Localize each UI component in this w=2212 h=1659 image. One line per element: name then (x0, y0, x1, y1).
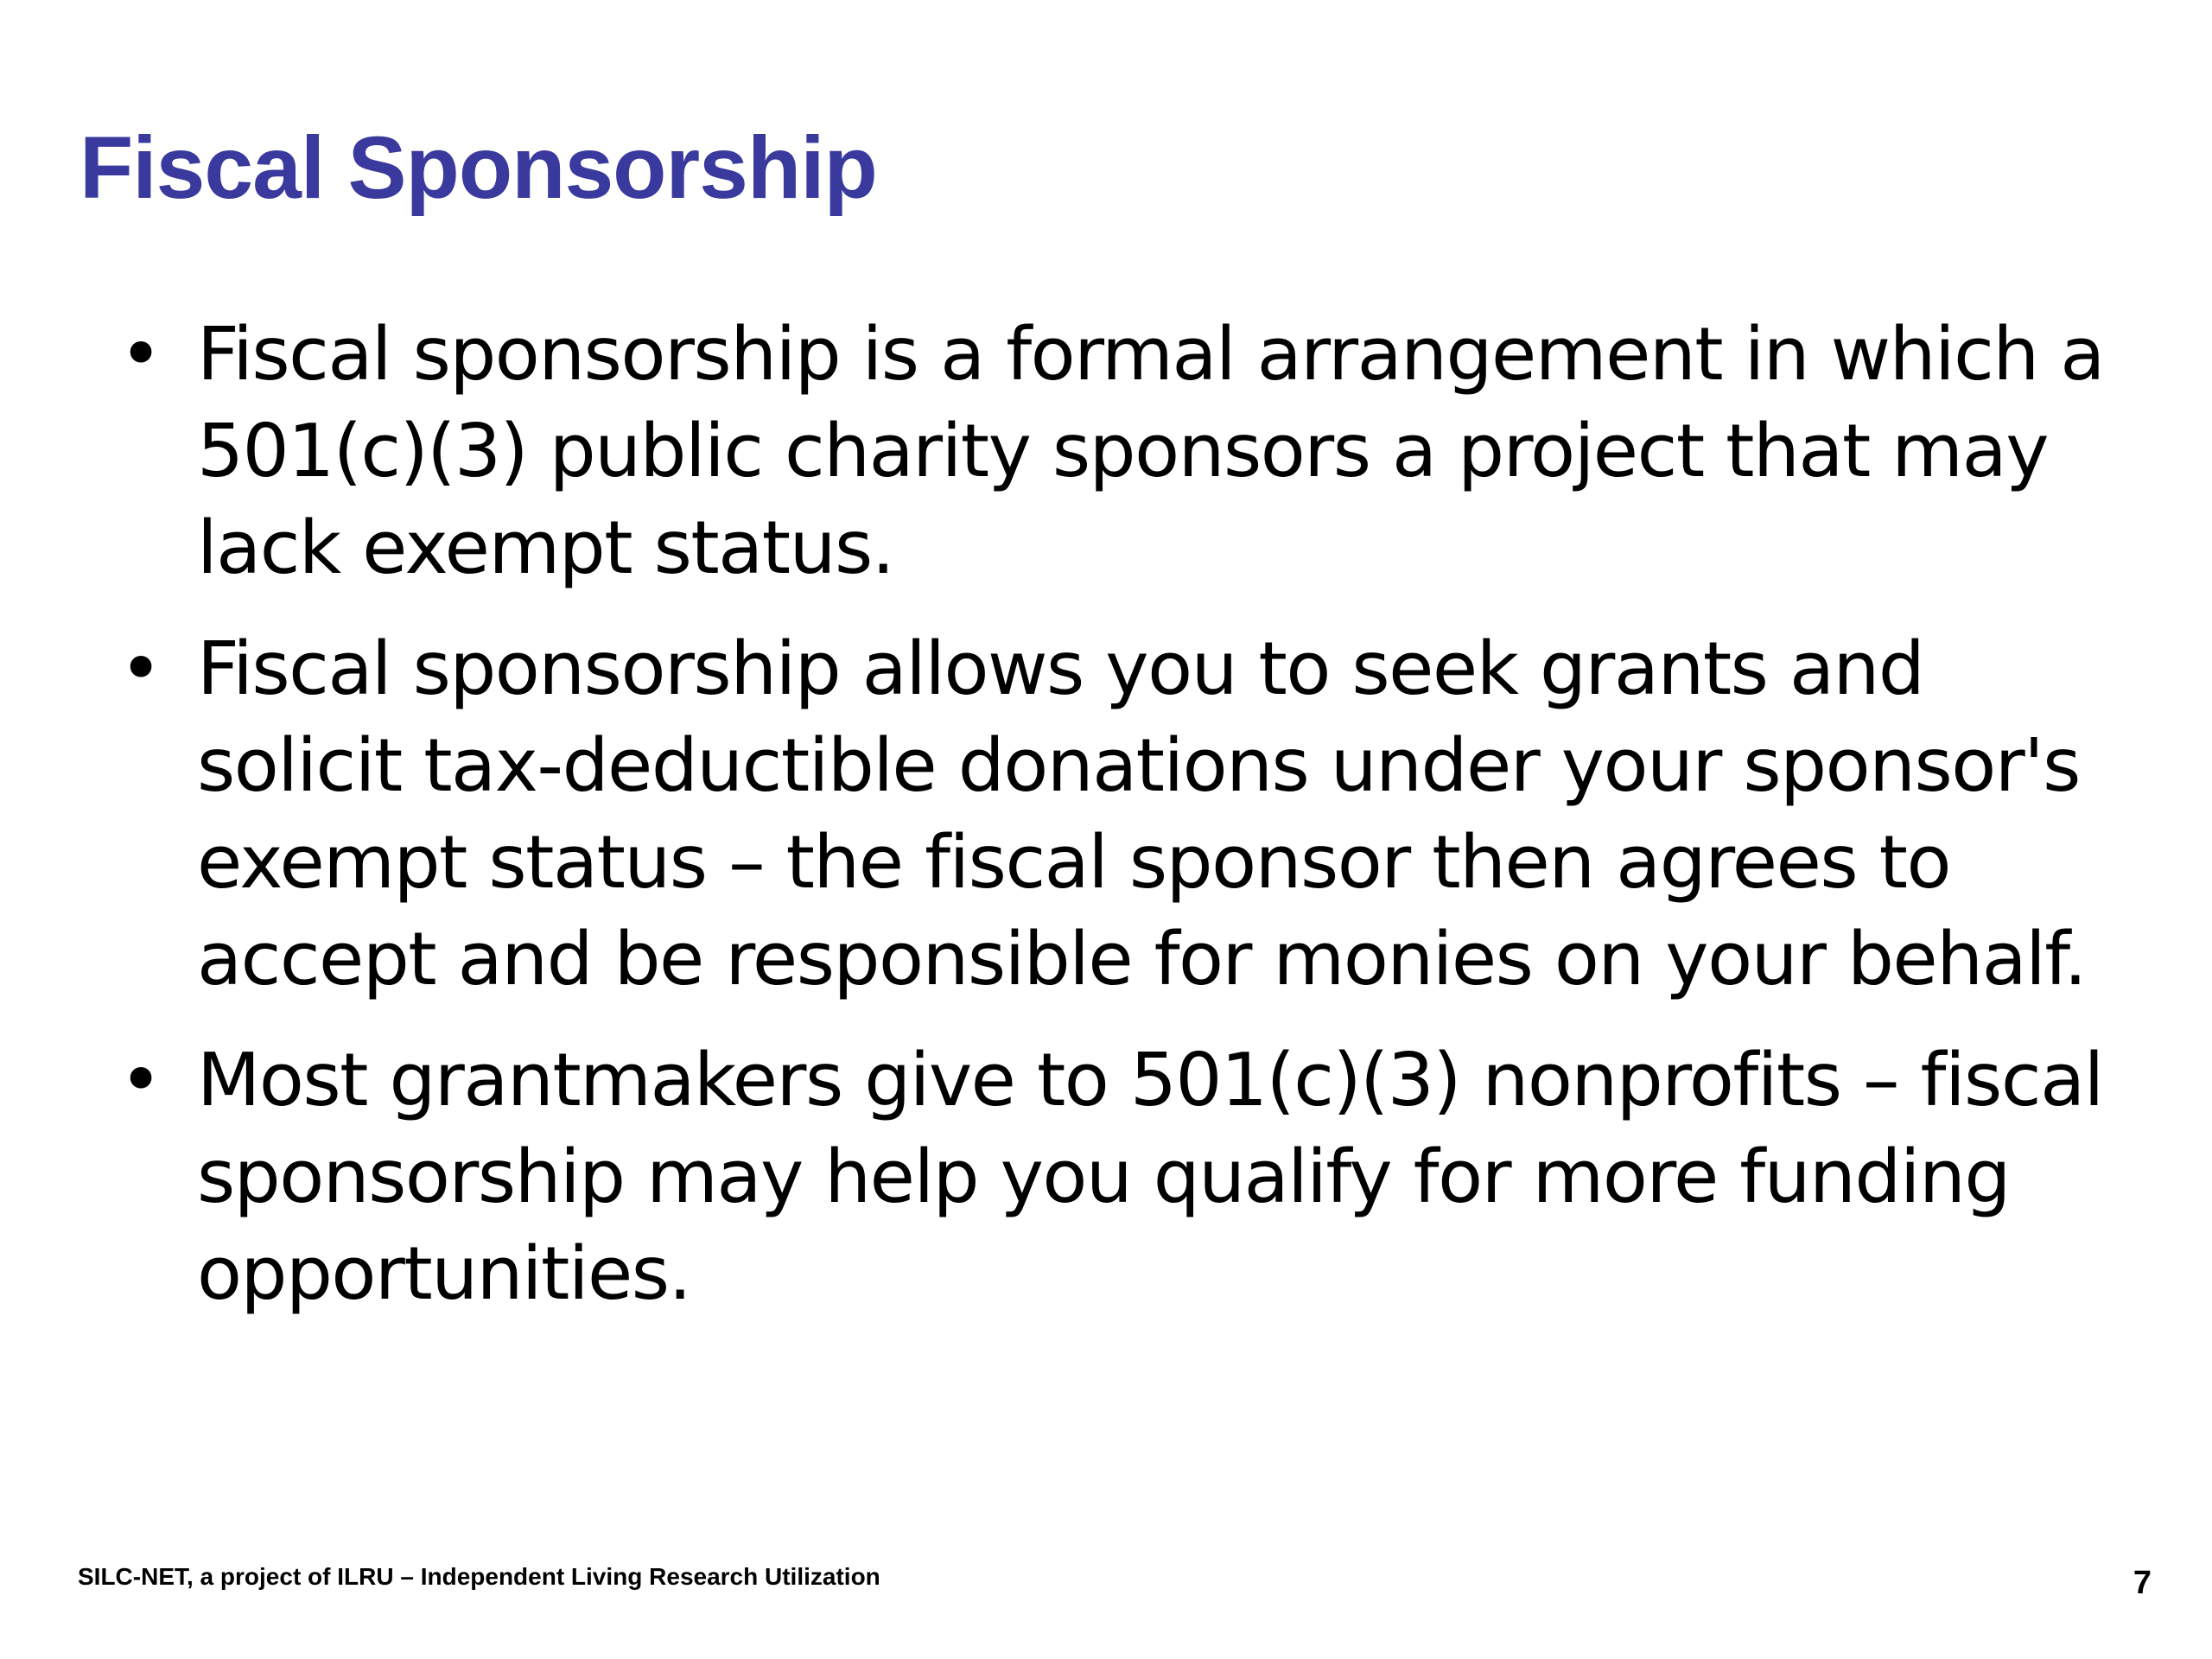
bullet-icon: • (119, 312, 162, 397)
bullet-item (0, 1033, 2133, 1323)
bullet-icon: • (119, 626, 162, 712)
bullet-item (0, 307, 2133, 597)
page-number: 7 (2133, 1565, 2152, 1601)
bullet-text: Fiscal sponsorship is a formal arrangement in which a 501(c)(3) public charity sponsors a project that may lack exempt status. (197, 312, 2104, 591)
bullet-text: Most grantmakers give to 501(c)(3) nonprofits – fiscal sponsorship may help you qualify for more funding opportunities. (197, 1038, 2103, 1317)
bullet-list (0, 307, 2212, 1347)
slide-title: Fiscal Sponsorship (79, 118, 877, 217)
bullet-text: Fiscal sponsorship allows you to seek grants and solicit tax-deductible donations under your sponsor's exempt status – the fiscal sponsor then agrees to accept and be responsible for monies on your behalf. (197, 626, 2087, 1002)
bullet-item (0, 621, 2133, 1008)
bullet-icon: • (119, 1038, 162, 1123)
footer-credit: SILC-NET, a project of ILRU – Independent Living Research Utilization (78, 1563, 880, 1590)
